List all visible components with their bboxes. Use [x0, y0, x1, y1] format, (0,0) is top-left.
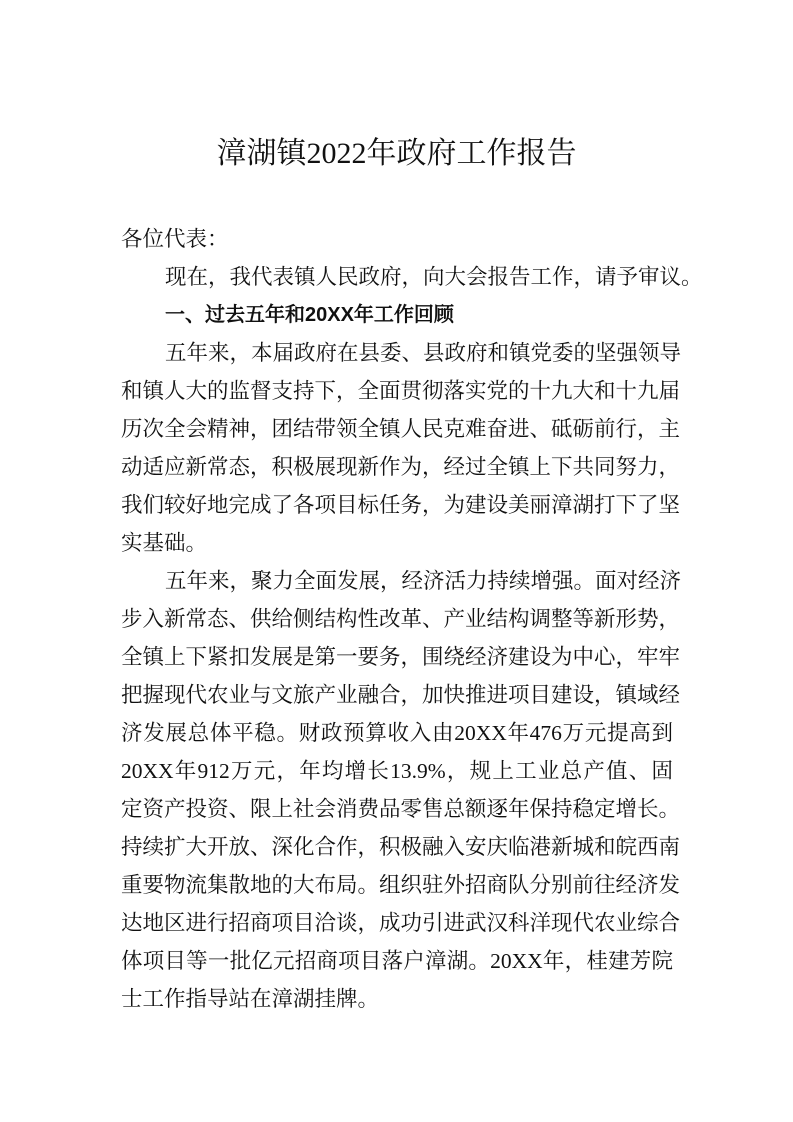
paragraph-2: [121, 562, 682, 1018]
paragraph-line: 达地区进行招商项目洽谈，成功引进武汉科洋现代农业综合: [121, 911, 681, 935]
document-body: [121, 220, 703, 1018]
paragraph-line: 20XX年912万元，年均增长13.9%，规上工业总产值、固: [121, 759, 673, 783]
paragraph-line: 把握现代农业与文旅产业融合，加快推进项目建设，镇域经: [121, 683, 681, 707]
paragraph-line: 历次全会精神，团结带领全镇人民克难奋进、砥砺前行，主: [121, 417, 681, 441]
paragraph-line: 济发展总体平稳。财政预算收入由20XX年476万元提高到: [121, 721, 673, 745]
paragraph-line: 体项目等一批亿元招商项目落户漳湖。20XX年，桂建芳院: [121, 949, 673, 973]
paragraph-line: 士工作指导站在漳湖挂牌。: [121, 987, 380, 1011]
paragraph-line: 五年来，本届政府在县委、县政府和镇党委的坚强领导: [165, 341, 682, 365]
paragraph-line: 动适应新常态，积极展现新作为，经过全镇上下共同努力，: [121, 455, 681, 479]
document-title: 漳湖镇2022年政府工作报告: [216, 137, 577, 170]
paragraph-line: 实基础。: [121, 531, 208, 555]
paragraph-line: 持续扩大开放、深化合作，积极融入安庆临港新城和皖西南: [121, 835, 681, 859]
salutation: 各位代表：: [121, 227, 229, 251]
paragraph-line: 和镇人大的监督支持下，全面贯彻落实党的十九大和十九届: [121, 379, 681, 403]
intro-paragraph: 现在，我代表镇人民政府，向大会报告工作，请予审议。: [165, 265, 703, 289]
paragraph-line: 重要物流集散地的大布局。组织驻外招商队分别前往经济发: [121, 873, 681, 897]
paragraph-1: [121, 334, 682, 562]
paragraph-line: 五年来，聚力全面发展，经济活力持续增强。面对经济: [165, 569, 682, 593]
section-heading: 一、过去五年和20XX年工作回顾: [165, 304, 454, 326]
paragraph-line: 定资产投资、限上社会消费品零售总额逐年保持稳定增长。: [121, 797, 681, 821]
paragraph-line: 步入新常态、供给侧结构性改革、产业结构调整等新形势，: [121, 607, 681, 631]
paragraph-line: 我们较好地完成了各项目标任务，为建设美丽漳湖打下了坚: [121, 493, 681, 517]
paragraph-line: 全镇上下紧扣发展是第一要务，围绕经济建设为中心，牢牢: [121, 645, 681, 669]
